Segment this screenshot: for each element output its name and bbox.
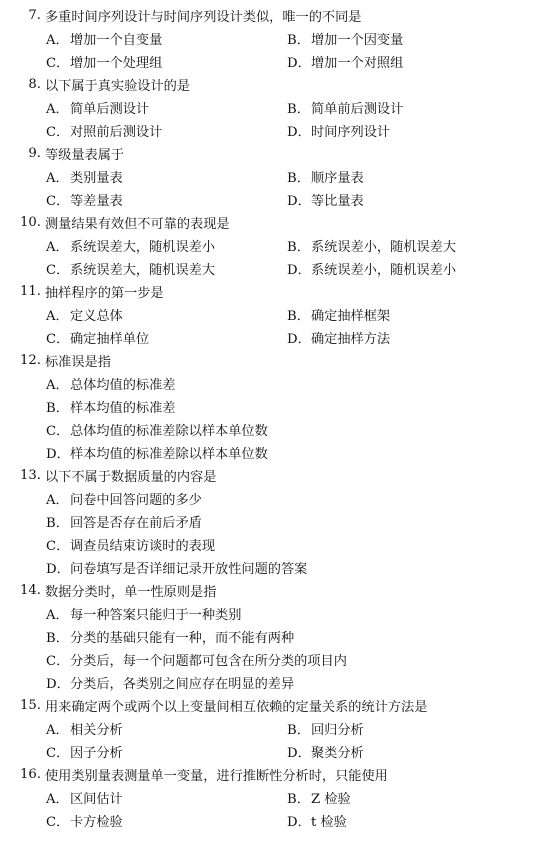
option-b: B．确定抽样框架	[287, 309, 391, 324]
question-10	[0, 211, 558, 280]
option-d: D．系统误差小，随机误差小	[287, 263, 457, 278]
option-b: B．系统误差小，随机误差大	[287, 240, 457, 255]
option-c: C．因子分析	[46, 746, 123, 761]
question-number: 14.	[20, 583, 41, 598]
option-a: A．定义总体	[46, 309, 123, 324]
question-stem: 以下属于真实验设计的是	[45, 79, 191, 94]
question-13	[0, 464, 558, 579]
question-9	[0, 142, 558, 211]
option-d: D．t 检验	[287, 815, 347, 830]
option-b: B． 样本均值的标准差	[46, 401, 176, 416]
question-15	[0, 694, 558, 763]
option-a: A． 问卷中回答问题的多少	[46, 493, 202, 508]
option-c: C．对照前后测设计	[46, 125, 163, 140]
option-a: A．系统误差大，随机误差小	[46, 240, 216, 255]
option-c: C． 总体均值的标准差除以样本单位数	[46, 424, 268, 439]
question-11	[0, 280, 558, 349]
option-c: C． 调查员结束访谈时的表现	[46, 539, 216, 554]
option-a: A．增加一个自变量	[46, 33, 163, 48]
question-8	[0, 73, 558, 142]
option-d: D．确定抽样方法	[287, 332, 391, 347]
question-number: 11.	[20, 284, 41, 299]
question-16	[0, 763, 558, 832]
question-number: 13.	[20, 468, 41, 483]
option-d: D．时间序列设计	[287, 125, 391, 140]
option-c: C．卡方检验	[46, 815, 123, 830]
option-d: D．聚类分析	[287, 746, 364, 761]
option-c: C． 分类后，每一个问题都可包含在所分类的项目内	[46, 654, 347, 669]
question-number: 7.	[28, 8, 41, 23]
question-stem: 使用类别量表测量单一变量，进行推断性分析时，只能使用	[45, 769, 388, 784]
question-14	[0, 579, 558, 694]
question-number: 9.	[28, 146, 41, 161]
question-stem: 标准误是指	[45, 355, 111, 370]
option-b: B．顺序量表	[287, 171, 364, 186]
option-a: A．区间估计	[46, 792, 123, 807]
option-a: A． 每一种答案只能归于一种类别	[46, 608, 242, 623]
option-c: C．确定抽样单位	[46, 332, 150, 347]
option-d: D． 样本均值的标准差除以样本单位数	[46, 447, 268, 462]
option-d: D．增加一个对照组	[287, 56, 404, 71]
question-stem: 用来确定两个或两个以上变量间相互依赖的定量关系的统计方法是	[45, 700, 428, 715]
question-stem: 数据分类时，单一性原则是指	[45, 585, 217, 600]
question-12	[0, 349, 558, 464]
option-d: D． 分类后，各类别之间应存在明显的差异	[46, 677, 295, 692]
option-b: B．简单前后测设计	[287, 102, 404, 117]
question-stem: 以下不属于数据质量的内容是	[45, 470, 217, 485]
option-a: A．类别量表	[46, 171, 123, 186]
option-d: D．等比量表	[287, 194, 364, 209]
question-stem: 抽样程序的第一步是	[45, 286, 164, 301]
question-stem: 测量结果有效但不可靠的表现是	[45, 217, 230, 232]
question-number: 10.	[20, 215, 41, 230]
question-stem: 等级量表属于	[45, 148, 125, 163]
option-b: B．Z 检验	[287, 792, 351, 807]
question-stem: 多重时间序列设计与时间序列设计类似，唯一的不同是	[45, 10, 362, 25]
option-d: D． 问卷填写是否详细记录开放性问题的答案	[46, 562, 308, 577]
option-b: B．增加一个因变量	[287, 33, 404, 48]
option-c: C．增加一个处理组	[46, 56, 163, 71]
question-number: 16.	[20, 767, 41, 782]
question-7	[0, 0, 558, 73]
option-b: B． 回答是否存在前后矛盾	[46, 516, 202, 531]
option-a: A． 总体均值的标准差	[46, 378, 176, 393]
option-b: B．回归分析	[287, 723, 364, 738]
question-number: 8.	[28, 77, 41, 92]
option-c: C．系统误差大，随机误差大	[46, 263, 216, 278]
question-number: 12.	[20, 353, 41, 368]
option-a: A．相关分析	[46, 723, 123, 738]
question-number: 15.	[20, 698, 41, 713]
option-b: B． 分类的基础只能有一种，而不能有两种	[46, 631, 295, 646]
option-c: C．等差量表	[46, 194, 123, 209]
option-a: A．简单后测设计	[46, 102, 150, 117]
